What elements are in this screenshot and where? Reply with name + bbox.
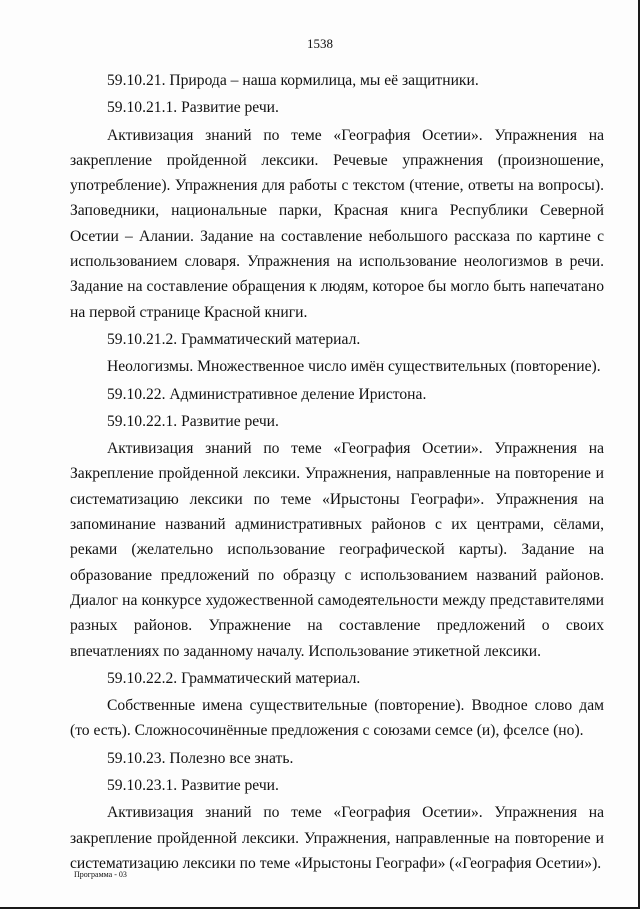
paragraph: Собственные имена существительные (повторение). Вводное слово дам (то есть). Сложносочинённые предложения с союзами семсе (и), фселсе (но).: [70, 697, 604, 740]
paragraph: Неологизмы. Множественное число имён существительных (повторение).: [107, 358, 601, 376]
section-heading: 59.10.22. Административное деление Иристона.: [107, 385, 427, 403]
subsection-heading: 59.10.22.1. Развитие речи.: [107, 412, 279, 430]
paragraph: Активизация знаний по теме «География Осетии». Упражнения на Закрепление пройденной лексики. Упражнения, направленные на повторение и систематизацию лексики по теме «Ирыстоны Географи». Упражнения на запоминание названий административных районов с их центрами, сёлами, реками (желательно использование географической карты). Задание на образование предложений по образцу с использованием названий районов. Диалог на конкурсе художественной самодеятельности между представителями разных районов. Упражнение на составление предложений о своих впечатлениях по заданному началу. Использование этикетной лексики.: [70, 440, 604, 660]
paragraph: Активизация знаний по теме «География Осетии». Упражнения на закрепление пройденной лексики. Упражнения, направленные на повторение и систематизацию лексики по теме «Ирыстоны Географи» («География Осетии»).: [70, 804, 604, 872]
section-heading: 59.10.23. Полезно все знать.: [107, 749, 294, 767]
document-body: [70, 68, 604, 876]
subsection-heading: 59.10.22.2. Грамматический материал.: [107, 669, 361, 687]
paragraph: Активизация знаний по теме «География Осетии». Упражнения на закрепление пройденной лексики. Речевые упражнения (произношение, употребление). Упражнения для работы с текстом (чтение, ответы на вопросы). Заповедники, национальные парки, Красная книга Республики Северной Осетии – Алании. Задание на составление небольшого рассказа по картине с использованием словаря. Упражнения на использование неологизмов в речи. Задание на составление обращения к людям, которое бы могло быть напечатано на первой странице Красной книги.: [70, 126, 604, 321]
subsection-heading: 59.10.23.1. Развитие речи.: [107, 777, 279, 795]
section-heading: 59.10.21. Природа – наша кормилица, мы её защитники.: [107, 72, 479, 89]
subsection-heading: 59.10.21.2. Грамматический материал.: [107, 330, 361, 348]
subsection-heading: 59.10.21.1. Развитие речи.: [107, 99, 279, 117]
footer-label: Программа - 03: [74, 870, 127, 879]
page-number: 1538: [307, 36, 333, 51]
